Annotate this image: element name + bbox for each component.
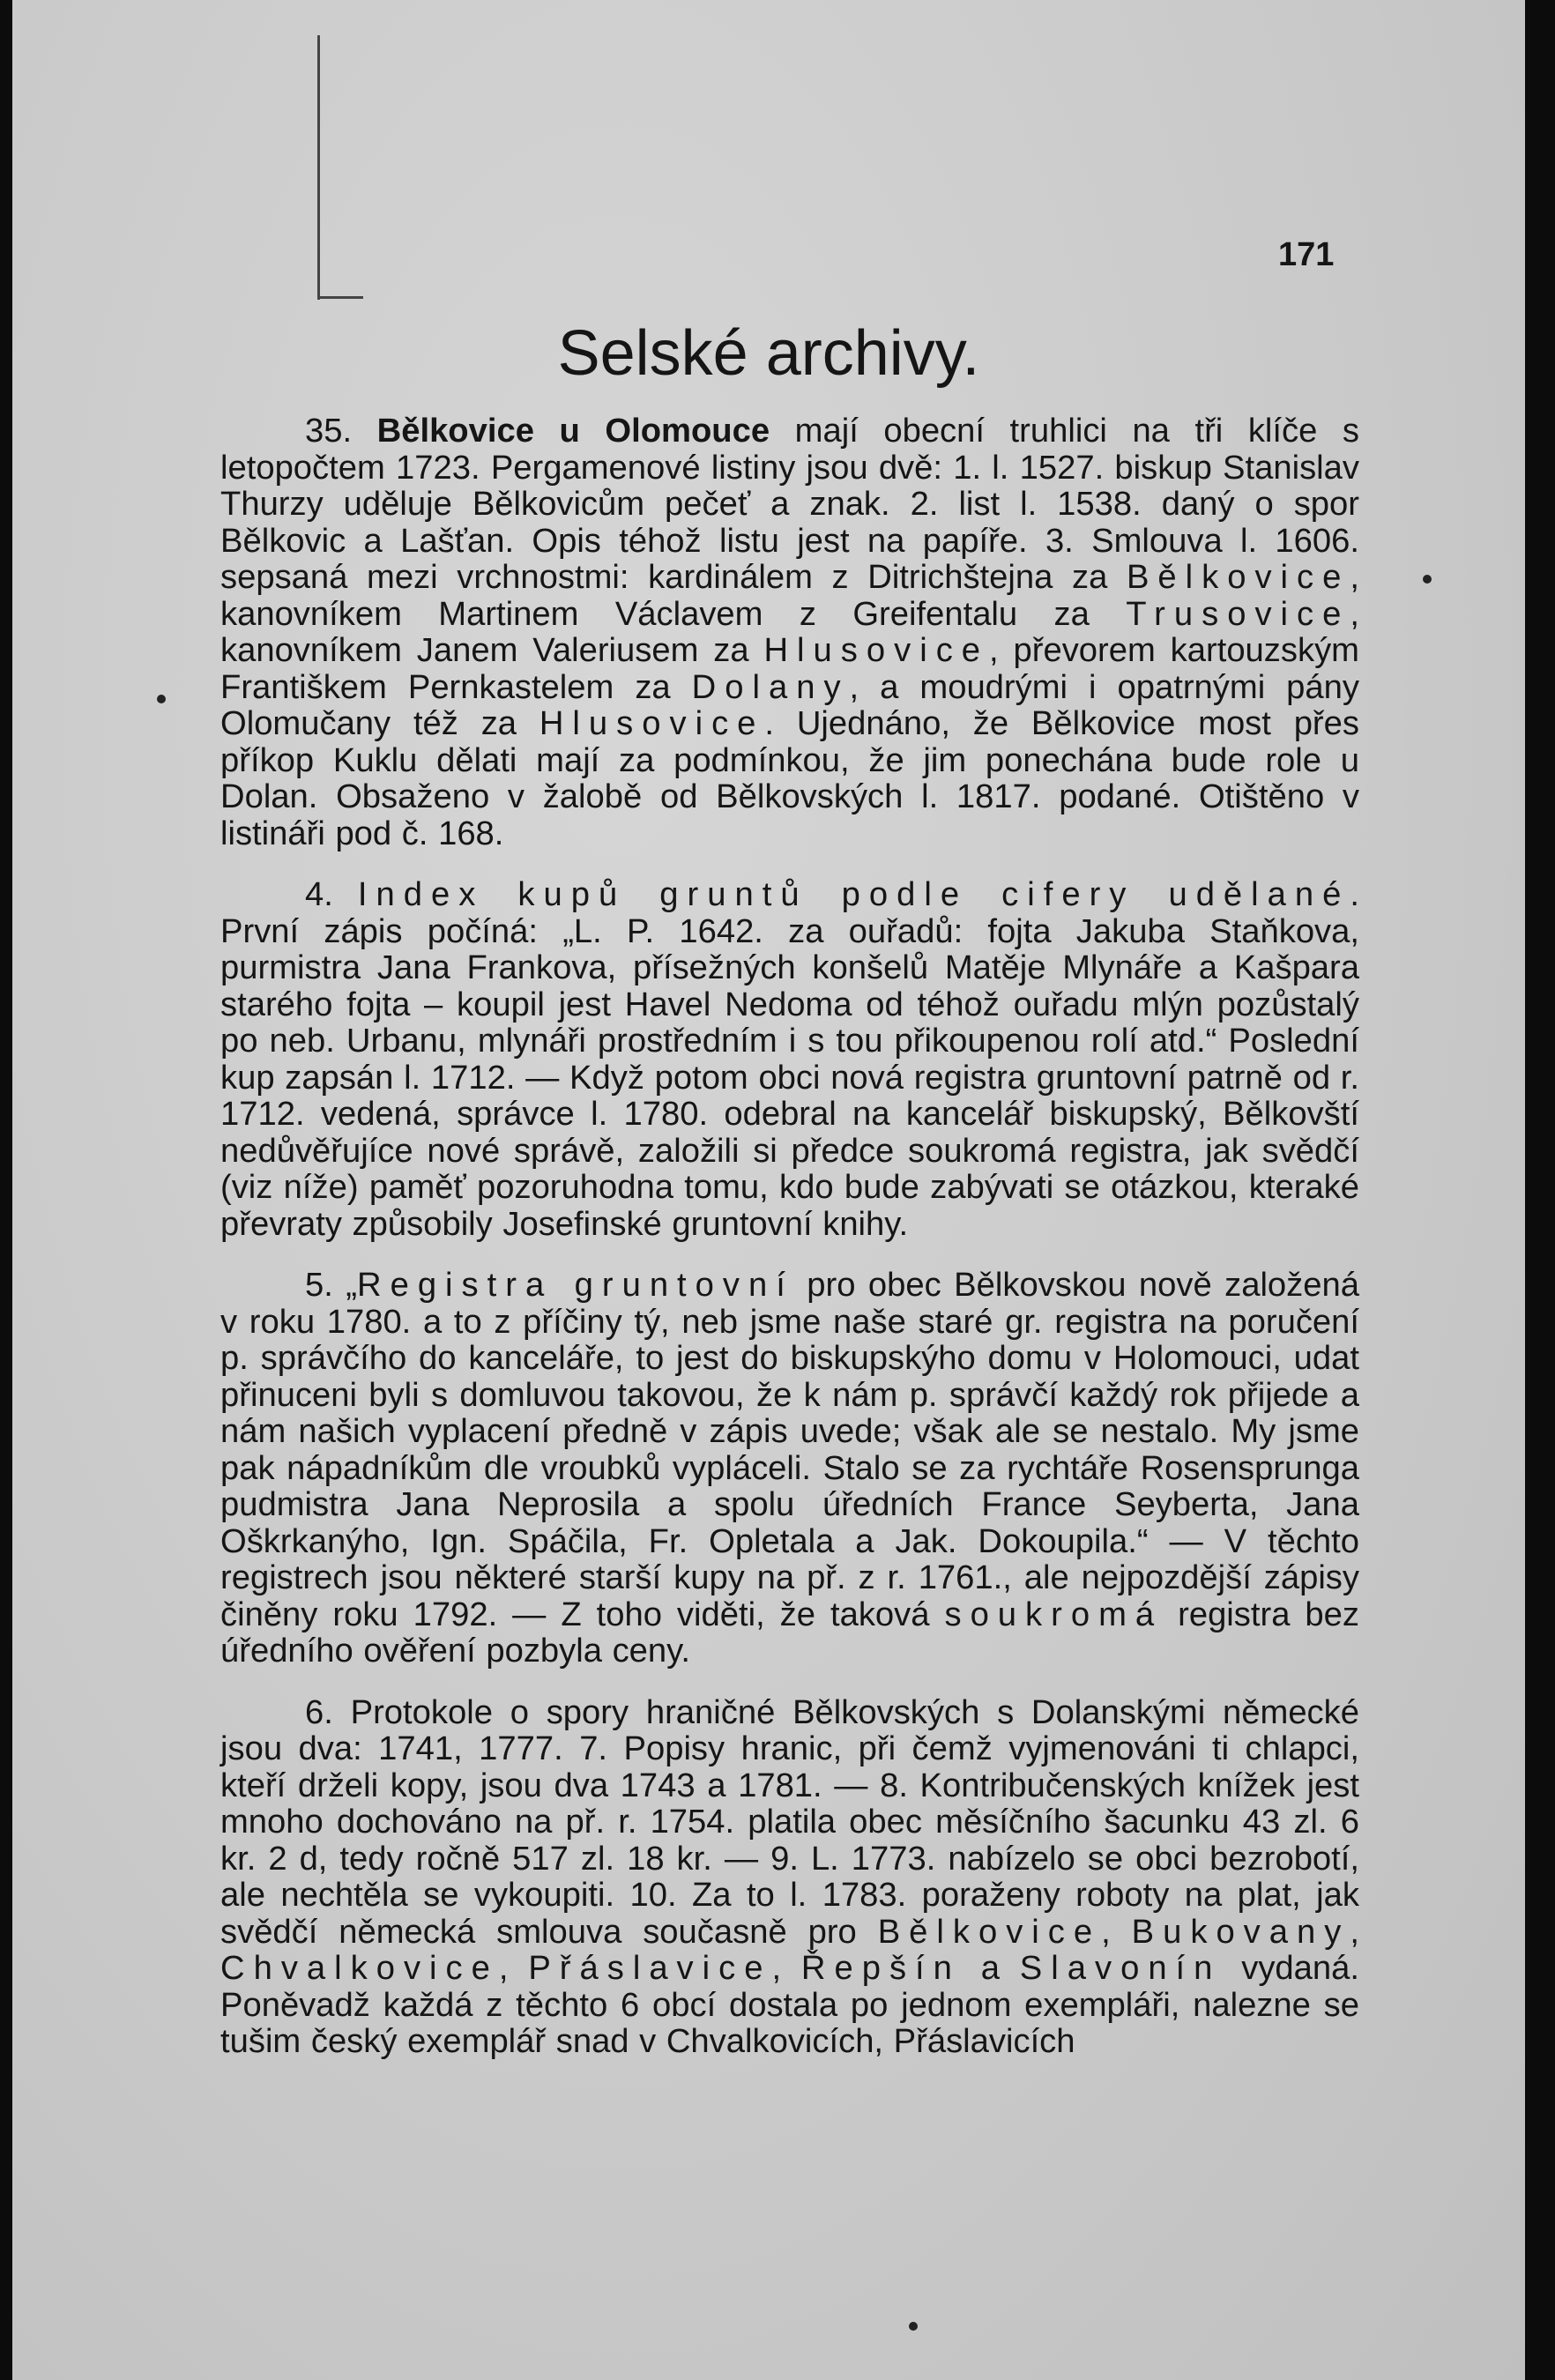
spaced-name: Bukovany — [1131, 1912, 1350, 1951]
spaced-heading: Index kupů gruntů podle cifery udělané — [357, 875, 1350, 913]
binding-tick — [319, 296, 363, 299]
ink-speck — [1423, 575, 1432, 584]
ink-speck — [909, 2322, 918, 2331]
paragraph-5: 5. „Registra gruntovní pro obec Bělkovskou nově založená v roku 1780. a to z příčiny tý, neb jsme naše staré gr. registra na poručení p. správčího do kanceláře, to jest do biskupskýho domu v Holomouci, udat přinuceni byli s domluvou takovou, že k nám p. správčí každý rok přijede a nám našich vyplacení předně v zápis uvede; však ale se nestalo. My jsme pak nápadníkům dle vroubků vypláceli. Stalo se za rychtáře Rosensprunga pudmistra Jana Neprosila a spolu úředních France Seyberta, Jana Oškrkanýho, Ign. Spáčila, Fr. Opletala a Jak. Dokoupila.“ — V těchto registrech jsou některé starší kupy na př. z r. 1761., ale nejpozdější zápisy činěny roku 1792. — Z toho viděti, že taková soukromá registra bez úředního ověření pozbyla ceny. — [220, 1266, 1359, 1670]
page-title: Selské archivy. — [557, 318, 980, 389]
spaced-name: Dolany — [691, 667, 850, 706]
spaced-name: Řepšín — [800, 1949, 961, 1987]
body-text — [220, 413, 1359, 2085]
spaced-name: Hlusovice — [763, 631, 990, 669]
spaced-name: Trusovice — [1126, 594, 1350, 633]
spaced-name: Bělkovice — [877, 1912, 1102, 1951]
spaced-heading: Registra gruntovní — [357, 1266, 794, 1304]
paragraph-6: 6. Protokole o spory hraničné Bělkovských s Dolanskými německé jsou dva: 1741, 1777. 7. Popisy hranic, při čemž vyjmenováni ti chlapci, kteří drželi kopy, jsou dva 1743 a 1781. — 8. Kontribučenských knížek jest mnoho dochováno na př. r. 1754. platila obec měsíčního šacunku 43 zl. 6 kr. 2 d, tedy ročně 517 zl. 18 kr. — 9. L. 1773. nabízelo se obci bezrobotí, ale nechtěla se vykoupiti. 10. Za to l. 1783. poraženy roboty na plat, jak svědčí německá smlouva současně pro Bělkovice, Bukovany, Chvalkovice, Přáslavice, Řepšín a Slavonín vydaná. Poněvadž každá z těchto 6 obcí dostala po jednom exempláři, nalezne se tušim český exemplář snad v Chvalkovicích, Přáslavicích — [220, 1692, 1359, 2060]
spaced-name: Chvalkovice — [220, 1949, 499, 1987]
spaced-name: Hlusovice — [539, 704, 765, 742]
paragraph-4: 4. Index kupů gruntů podle cifery udělané. První zápis počíná: „L. P. 1642. za ouřadů: fojta Jakuba Staňkova, purmistra Jana Frankova, přísežných konšelů Matěje Mlynáře a Kašpara starého fojta – koupil jest Havel Nedoma od téhož ouřadu mlýn pozůstalý po neb. Urbanu, mlynáři prostředním i s tou přikoupenou rolí atd.“ Poslední kup zapsán l. 1712. — Když potom obci nová registra gruntovní patrně od r. 1712. vedená, správce l. 1780. odebral na kancelář biskupský, Bělkovští nedůvěřujíce nové správě, založili si předce soukromá registra, jak svědčí (viz níže) paměť pozoruhodna tomu, kdo bude zabývati se otázkou, kteraké převraty způsobily Josefinské gruntovní knihy. — [220, 875, 1359, 1243]
book-page — [12, 0, 1525, 2380]
spaced-name: Bělkovice — [1126, 558, 1350, 596]
binding-line — [317, 35, 320, 300]
paragraph-35: 35. Bělkovice u Olomouce mají obecní truhlici na tři klíče s letopočtem 1723. Pergamenové listiny jsou dvě: 1. l. 1527. biskup Stanislav Thurzy uděluje Bělkovicům pečeť a znak. 2. list l. 1538. daný o spor Bělkovic a Lašťan. Opis téhož listu jest na papíře. 3. Smlouva l. 1606. sepsaná mezi vrchnostmi: kardinálem z Ditrichštejna za Bělkovice, kanovníkem Martinem Václavem z Greifentalu za Trusovice, kanovníkem Janem Valeriusem za Hlusovice, převorem kartouzským Františkem Pernkastelem za Dolany, a moudrými i opatrnými pány Olomučany též za Hlusovice. Ujednáno, že Bělkovice most přes příkop Kuklu dělati mají za podmínkou, že jim ponechána bude role u Dolan. Obsaženo v žalobě od Bělkovských l. 1817. podané. Otištěno v listináři pod č. 168. — [220, 412, 1359, 852]
spaced-name: Přáslavice — [528, 1949, 772, 1987]
spaced-word: soukromá — [944, 1595, 1164, 1633]
spaced-name: Slavonín — [1019, 1949, 1222, 1987]
place-name-bold: Bělkovice u Olomouce — [376, 412, 770, 450]
page-number: 171 — [1278, 236, 1335, 273]
ink-speck — [157, 695, 166, 703]
